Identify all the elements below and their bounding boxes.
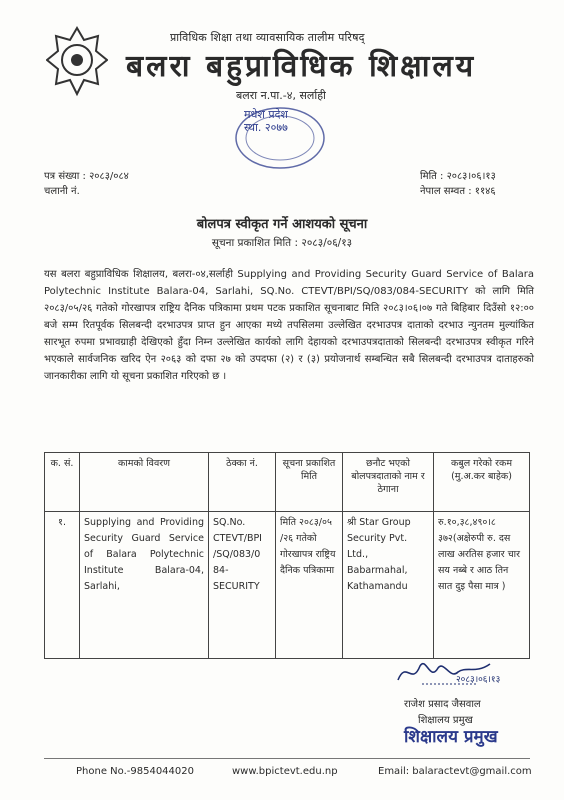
footer-email[interactable]: Email: balaractevt@gmail.com [378, 766, 532, 777]
col-amount: कबुल गरेको रकम (मु.अ.कर बाहेक) [434, 453, 530, 512]
col-bidder: छनौट भएको बोलपत्रदाताको नाम र ठेगाना [343, 453, 434, 512]
col-sn: क. सं. [45, 453, 80, 512]
ctevt-logo-icon [46, 26, 108, 98]
cell-amount: रु.१०,३८,४९०।८ ३७२(अक्षेरुपी रु. दस लाख अरतिस हजार चार सय नब्बे र आठ तिन सात दुइ पैसा मात्र ) [434, 512, 530, 659]
council-name: प्राविधिक शिक्षा तथा व्यावसायिक तालीम परिषद् [170, 31, 365, 44]
nepal-sambat: नेपाल सम्वत : ११४६ [420, 186, 496, 197]
college-name: बलरा बहुप्राविधिक शिक्षालय [126, 49, 477, 84]
notice-published-date: सूचना प्रकाशित मिति : २०८३/०६/१३ [211, 237, 353, 249]
signatory-name: राजेश प्रसाद जैसवाल [404, 699, 481, 710]
letter-date: मिति : २०८३।०६।१३ [420, 171, 496, 182]
signatory-title: शिक्षालय प्रमुख [418, 715, 473, 726]
table-header-row [45, 453, 530, 512]
notice-title: बोलपत्र स्वीकृत गर्ने आशयको सूचना [196, 217, 368, 232]
notice-body: यस बलरा बहुप्राविधिक शिक्षालय, बलरा-०४,सर्लाही Supplying and Providing Security Guard Service of Balara Polytechnic Institute Balara-04, Sarlahi, SQ.No. CTEVT/BPI/SQ/083/084-SECURITY को लागि मिति २०८३/०५/२६ गतेको गोरखापत्र राष्ट्रिय दैनिक पत्रिकामा प्रथम पटक प्रकाशित सूचनाबाट मिति २०८३।०६।०७ गते बिहिबार दिउँसो १२:०० बजे सम्म रितपूर्वक सिलबन्दी दरभाउपत्र प्राप्त हुन आएका मध्ये तपसिलमा उल्लेखित दरभाउपत्र दाताको दरभाउ न्युनतम मुल्यांकित सारभूत रुपमा प्रभावग्राही देखिएको हुँदा निम्न उल्लेखित कार्यको लागि देहायको दरभाउपत्रदाताको सिलबन्दी दरभाउपत्र स्वीकृत गरिने भएकाले सार्वजनिक खरिद ऐन २०६३ को दफा २७ को उपदफा (२) र (३) प्रयोजनार्थ सम्बन्धित सबै सिलबन्दी दरभाउपत्र दाताहरुको जानकारीका लागि यो सूचना प्रकाशित गरिएको छ । [44, 269, 534, 382]
cell-bidder: श्री Star Group Security Pvt. Ltd., Babarmahal, Kathamandu [343, 512, 434, 659]
cell-contract-no: SQ.No. CTEVT/BPI /SQ/083/0 84-SECURITY [209, 512, 276, 659]
footer-website[interactable]: www.bpictevt.edu.np [232, 766, 338, 777]
table-row [45, 512, 530, 659]
dispatch-number: चलानी नं. [44, 186, 80, 197]
stamp-text [244, 108, 288, 134]
col-work-description: कामको विवरण [80, 453, 209, 512]
cell-work-description: Supplying and Providing Security Guard Service of Balara Polytechnic Institute Balara-04, Sarlahi, [80, 512, 209, 659]
award-table [44, 452, 530, 659]
signatory-stamp: शिक्षालय प्रमुख [404, 727, 498, 747]
col-contract-no: ठेक्का नं. [209, 453, 276, 512]
footer-divider [44, 758, 530, 759]
reference-number: पत्र संख्या : २०८३/०८४ [44, 171, 129, 182]
footer-phone: Phone No.-9854044020 [76, 766, 194, 777]
cell-publish-date: मिति २०८३/०५ /२६ गतेको गोरखापत्र राष्ट्रिय दैनिक पत्रिकामा [276, 512, 343, 659]
stamp-line-established: स्था. २०७७ [244, 121, 288, 134]
handwritten-signature [392, 652, 502, 692]
college-address: बलरा न.पा.-४, सर्लाही [236, 89, 326, 102]
signature-date: २०८३।०६।१३ [456, 675, 501, 685]
cell-sn: १. [45, 512, 80, 659]
col-publish-date: सूचना प्रकाशित मिति [276, 453, 343, 512]
stamp-line-province: मधेश प्रदेश [244, 108, 288, 121]
